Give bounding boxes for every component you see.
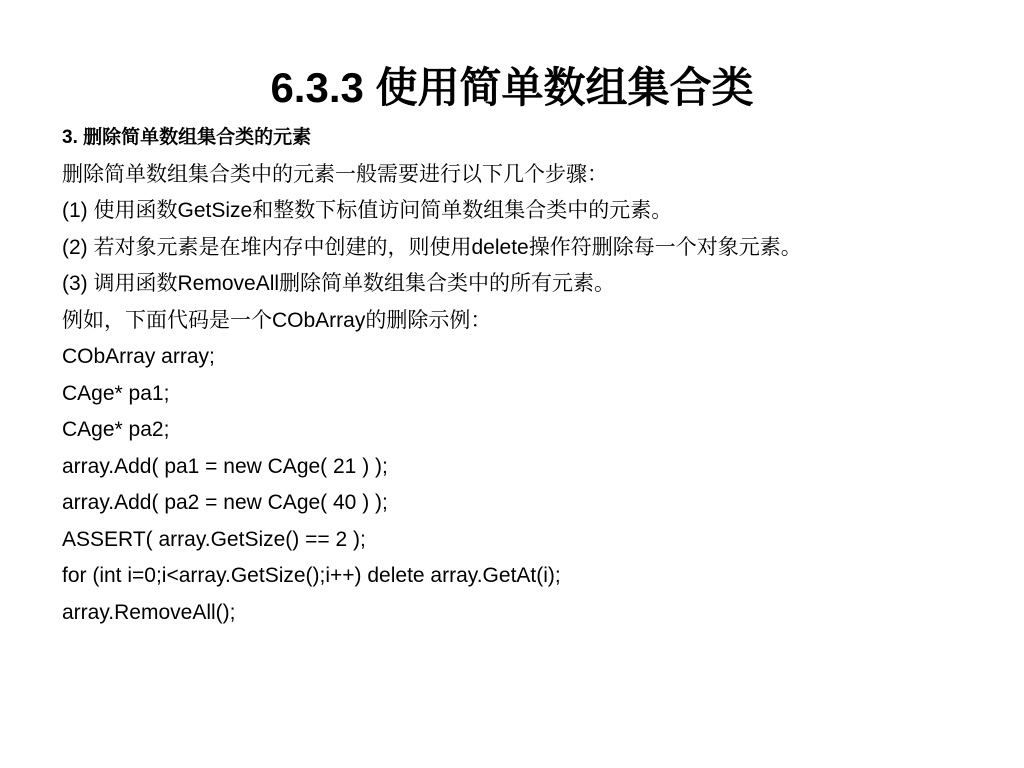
slide-content xyxy=(62,120,1002,631)
code-line: CAge* pa1; xyxy=(62,381,170,405)
code-line: for (int i=0;i<array.GetSize();i++) delete array.GetAt(i); xyxy=(62,564,561,587)
code-line: array.Add( pa1 = new CAge( 21 ) ); xyxy=(62,454,388,478)
code-line: ASSERT( array.GetSize() == 2 ); xyxy=(62,527,366,551)
code-line: array.RemoveAll(); xyxy=(62,600,236,624)
intro-text: 删除简单数组集合类中的元素一般需要进行以下几个步骤： xyxy=(62,162,608,186)
section-heading: 3. 删除简单数组集合类的元素 xyxy=(62,127,312,148)
code-line: CObArray array; xyxy=(62,345,215,368)
code-line: array.Add( pa2 = new CAge( 40 ) ); xyxy=(62,491,388,514)
step-2: (2) 若对象元素是在堆内存中创建的，则使用delete操作符删除每一个对象元素。 xyxy=(62,235,802,259)
slide-title: 6.3.3 使用简单数组集合类 xyxy=(270,64,754,111)
code-line: CAge* pa2; xyxy=(62,418,170,441)
step-1: (1) 使用函数GetSize和整数下标值访问简单数组集合类中的元素。 xyxy=(62,199,673,222)
step-3: (3) 调用函数RemoveAll删除简单数组集合类中的所有元素。 xyxy=(62,272,616,295)
example-intro: 例如，下面代码是一个CObArray的删除示例： xyxy=(62,308,492,332)
